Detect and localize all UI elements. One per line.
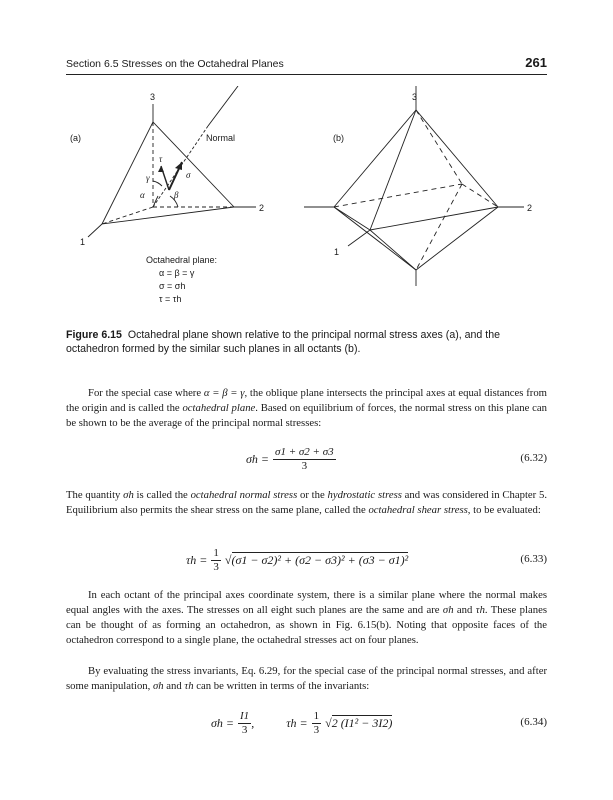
tau-symbol: τ: [159, 154, 163, 164]
eq633-fraction: [211, 547, 221, 574]
normal-label: Normal: [206, 133, 236, 143]
panel-a-label: (a): [70, 133, 81, 143]
plane-condition-sigma: σ = σh: [159, 281, 186, 291]
eq633-denominator: 3: [213, 561, 219, 573]
p4-text-1: By evaluating the stress invariants, Eq. 6.29, for the special case of the principal normal stresses, and after some manipulation,: [66, 665, 547, 692]
sqrt-sign: √: [224, 553, 232, 568]
paragraph-1: [66, 386, 547, 431]
gamma-arc: [153, 181, 162, 186]
eq634-numerator-1: I1: [240, 710, 250, 722]
paragraph-2: [66, 488, 547, 518]
paragraph-4: [66, 664, 547, 694]
eq634-lhs-sigma: σh =: [211, 716, 235, 731]
eq633-numerator: 1: [213, 547, 219, 559]
octa-hidden-right: [462, 184, 498, 207]
eq634-fraction-1: [238, 710, 251, 737]
p2-text-2: is called the: [133, 489, 191, 501]
axis-3-label-a: 3: [150, 92, 156, 102]
eq633-radicand: (σ1 − σ2)² + (σ2 − σ3)² + (σ3 − σ1)²: [231, 553, 409, 568]
eq634-denominator-2: 3: [313, 724, 320, 736]
eq632-denominator: 3: [301, 460, 308, 472]
sqrt-sign-2: √: [325, 716, 332, 731]
octa-hidden-bottom: [416, 184, 462, 270]
eq634-radicand: 2 (I1² − 3I2): [331, 716, 393, 731]
axis-3-label-b: 3: [412, 92, 418, 102]
octa-edge-bottom-front: [370, 230, 416, 270]
p3-text-3: . These planes can be thought of as forming an octahedron, as shown in Fig. 6.15(b). Noting that opposite faces of the octahedron correspond to a single plane, the octahedral stresses act on four planes.: [66, 604, 547, 646]
p2-symbol: σh: [123, 489, 134, 501]
p3-symbol-2: τh: [475, 604, 485, 616]
normal-line: [208, 86, 238, 126]
p2-text-1: The quantity: [66, 489, 124, 501]
octa-edge-top-front: [370, 110, 416, 230]
figure-drawing: [66, 86, 547, 306]
p1-emphasis: octahedral plane: [182, 402, 256, 414]
eq632-fraction: [273, 446, 336, 473]
p2-emphasis-2: hydrostatic stress: [327, 489, 402, 501]
eq632-body: [246, 446, 336, 473]
gamma-symbol: γ: [146, 173, 150, 183]
tau-arrowhead: [158, 166, 164, 172]
plane-condition-tau: τ = τh: [159, 294, 182, 304]
p2-text-4: and was considered in Chapter 5. Equilibrium also permits the shear stress on the same plane, called the: [66, 489, 547, 516]
p2-text-5: , to be evaluated:: [467, 504, 541, 516]
equation-6-33: [66, 547, 547, 575]
eq632-numerator: σ1 + σ2 + σ3: [275, 446, 334, 458]
eq634-number: (6.34): [520, 716, 547, 728]
axis-2-label-a: 2: [259, 203, 265, 213]
eq632-number: (6.32): [520, 452, 547, 464]
octahedral-plane-title: Octahedral plane:: [146, 255, 218, 265]
eq634-numerator-2: 1: [313, 710, 320, 722]
octa-hidden-top: [416, 110, 462, 184]
p2-text-3: or the: [297, 489, 328, 501]
eq634-separator: ,: [251, 716, 255, 731]
p4-symbol-1: σh: [152, 680, 164, 692]
running-header: [66, 55, 547, 74]
axis-1-label-b: 1: [334, 247, 340, 257]
sigma-symbol: σ: [186, 170, 191, 180]
eq634-fraction-2: [312, 710, 322, 737]
eq634-body: [211, 710, 392, 737]
equation-6-32: [66, 446, 547, 474]
caption-text: Octahedral plane shown relative to the principal normal stress axes (a), and the octahedron formed by the similar such planes in all octants (b).: [66, 329, 500, 355]
p2-emphasis-1: octahedral normal stress: [190, 489, 298, 501]
octahedron-outline: [334, 110, 498, 270]
page-number: 261: [525, 55, 547, 70]
figure-caption: [66, 328, 547, 356]
p3-text-1: In each octant of the principal axes coordinate system, there is a similar plane where the normal makes equal angles with the axes. The stresses on all eight such planes are the same and are: [66, 589, 547, 616]
p1-text-1: For the special case where: [88, 387, 204, 399]
axis-1-line-a: [88, 224, 102, 237]
eq633-number: (6.33): [520, 553, 547, 565]
p1-math: α = β = γ: [203, 387, 245, 399]
octa-edge-left-front: [334, 207, 370, 230]
axis-2-label-b: 2: [527, 203, 533, 213]
eq634-denominator-1: 3: [241, 724, 248, 736]
p3-symbol-1: σh: [442, 604, 454, 616]
alpha-symbol: α: [140, 190, 145, 200]
octa-edge-front-right: [370, 207, 498, 230]
eq632-lhs: σh =: [246, 452, 270, 467]
eq633-lhs: τh =: [186, 553, 208, 568]
p1-text-2: , the oblique plane intersects the principal axes at equal distances from the origin and is called the: [66, 387, 547, 414]
figure-label: Figure 6.15: [66, 329, 122, 341]
p1-text-3: . Based on equilibrium of forces, the normal stress on this plane can be shown to be the average of the principal normal stresses:: [66, 402, 547, 429]
panel-b-label: (b): [333, 133, 344, 143]
header-rule: [66, 74, 547, 75]
paragraph-3: [66, 588, 547, 648]
eq633-body: [186, 547, 408, 574]
p3-text-2: and: [453, 604, 476, 616]
equation-6-34: [66, 710, 547, 738]
axis-1-label-a: 1: [80, 237, 86, 247]
sigma-arrowhead: [175, 162, 182, 170]
p4-symbol-2: τh: [184, 680, 194, 692]
p4-text-3: can be written in terms of the invariants:: [193, 680, 370, 692]
eq634-lhs-tau: τh =: [286, 716, 308, 731]
p4-text-2: and: [163, 680, 185, 692]
figure-6-15: [66, 86, 547, 306]
octa-hidden-left: [334, 184, 462, 207]
beta-symbol: β: [174, 190, 179, 200]
p2-emphasis-3: octahedral shear stress: [368, 504, 468, 516]
section-title: Section 6.5 Stresses on the Octahedral Planes: [66, 58, 284, 70]
plane-condition-angles: α = β = γ: [159, 268, 195, 278]
